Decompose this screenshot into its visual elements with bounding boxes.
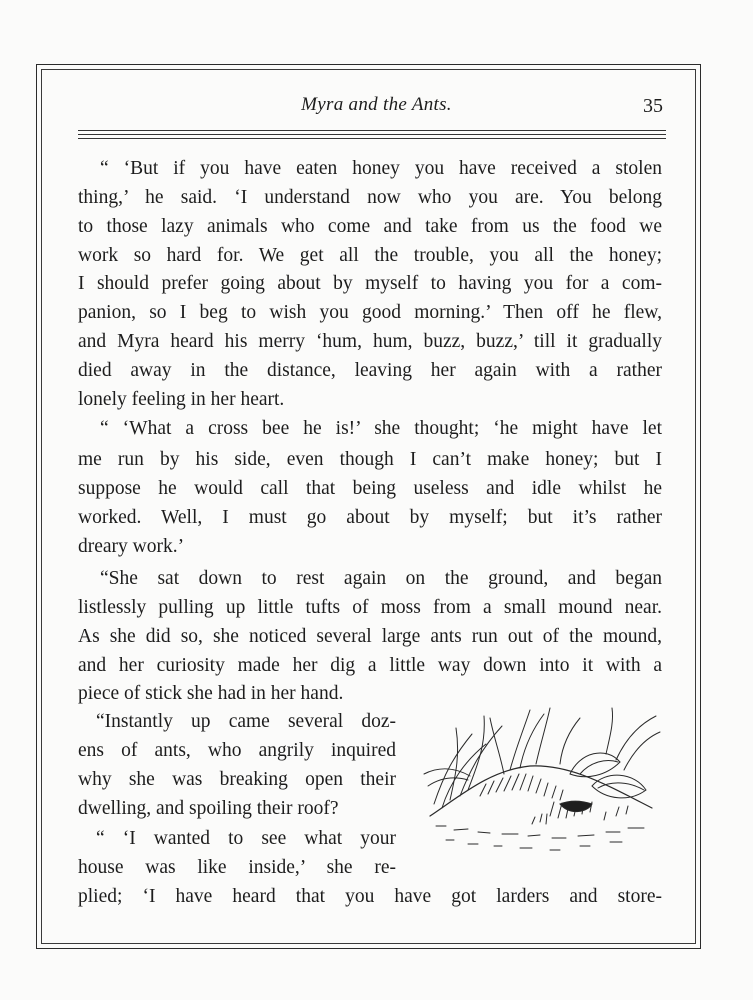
text-line: dwelling, and spoiling their roof? [78, 798, 339, 819]
header-rule [78, 138, 666, 139]
text-line: house was like inside,’ she re- [78, 857, 396, 878]
text-line: dreary work.’ [78, 536, 185, 557]
text-line: I should prefer going about by myself to having you for a com- [78, 273, 662, 294]
text-line: plied; ‘I have heard that you have got larders and store- [78, 886, 662, 907]
text-line: “She sat down to rest again on the ground, and began [100, 568, 662, 589]
text-line: lonely feeling in her heart. [78, 389, 285, 410]
text-line: died away in the distance, leaving her again with a rather [78, 360, 662, 381]
text-line: worked. Well, I must go about by myself; but it’s rather [78, 507, 662, 528]
text-line: ens of ants, who angrily inquired [78, 740, 396, 761]
text-line: and Myra heard his merry ‘hum, hum, buzz, buzz,’ till it gradually [78, 331, 662, 352]
running-title: Myra and the Ants. [301, 94, 452, 115]
text-line: “ ‘But if you have eaten honey you have received a stolen [100, 158, 662, 179]
text-line: panion, so I beg to wish you good morning.’ Then off he flew, [78, 302, 662, 323]
text-line: listlessly pulling up little tufts of moss from a small mound near. [78, 597, 662, 618]
header-rule [78, 134, 666, 135]
text-line: and her curiosity made her dig a little way down into it with a [78, 655, 662, 676]
text-line: why she was breaking open their [78, 769, 396, 790]
text-line: to those lazy animals who come and take from us the food we [78, 216, 662, 237]
text-line: suppose he would call that being useless and idle whilst he [78, 478, 662, 499]
text-line: “Instantly up came several doz- [96, 711, 396, 732]
anthill-illustration [420, 704, 662, 860]
text-line: As she did so, she noticed several large ants run out of the mound, [78, 626, 662, 647]
page-number: 35 [643, 95, 663, 117]
text-line: me run by his side, even though I can’t make honey; but I [78, 449, 662, 470]
header-rule [78, 130, 666, 131]
text-line: piece of stick she had in her hand. [78, 683, 344, 704]
text-line: “ ‘I wanted to see what your [96, 828, 396, 849]
text-line: work so hard for. We get all the trouble, you all the honey; [78, 245, 662, 266]
text-line: “ ‘What a cross bee he is!’ she thought; ‘he might have let [100, 418, 662, 439]
text-line: thing,’ he said. ‘I understand now who you are. You belong [78, 187, 662, 208]
